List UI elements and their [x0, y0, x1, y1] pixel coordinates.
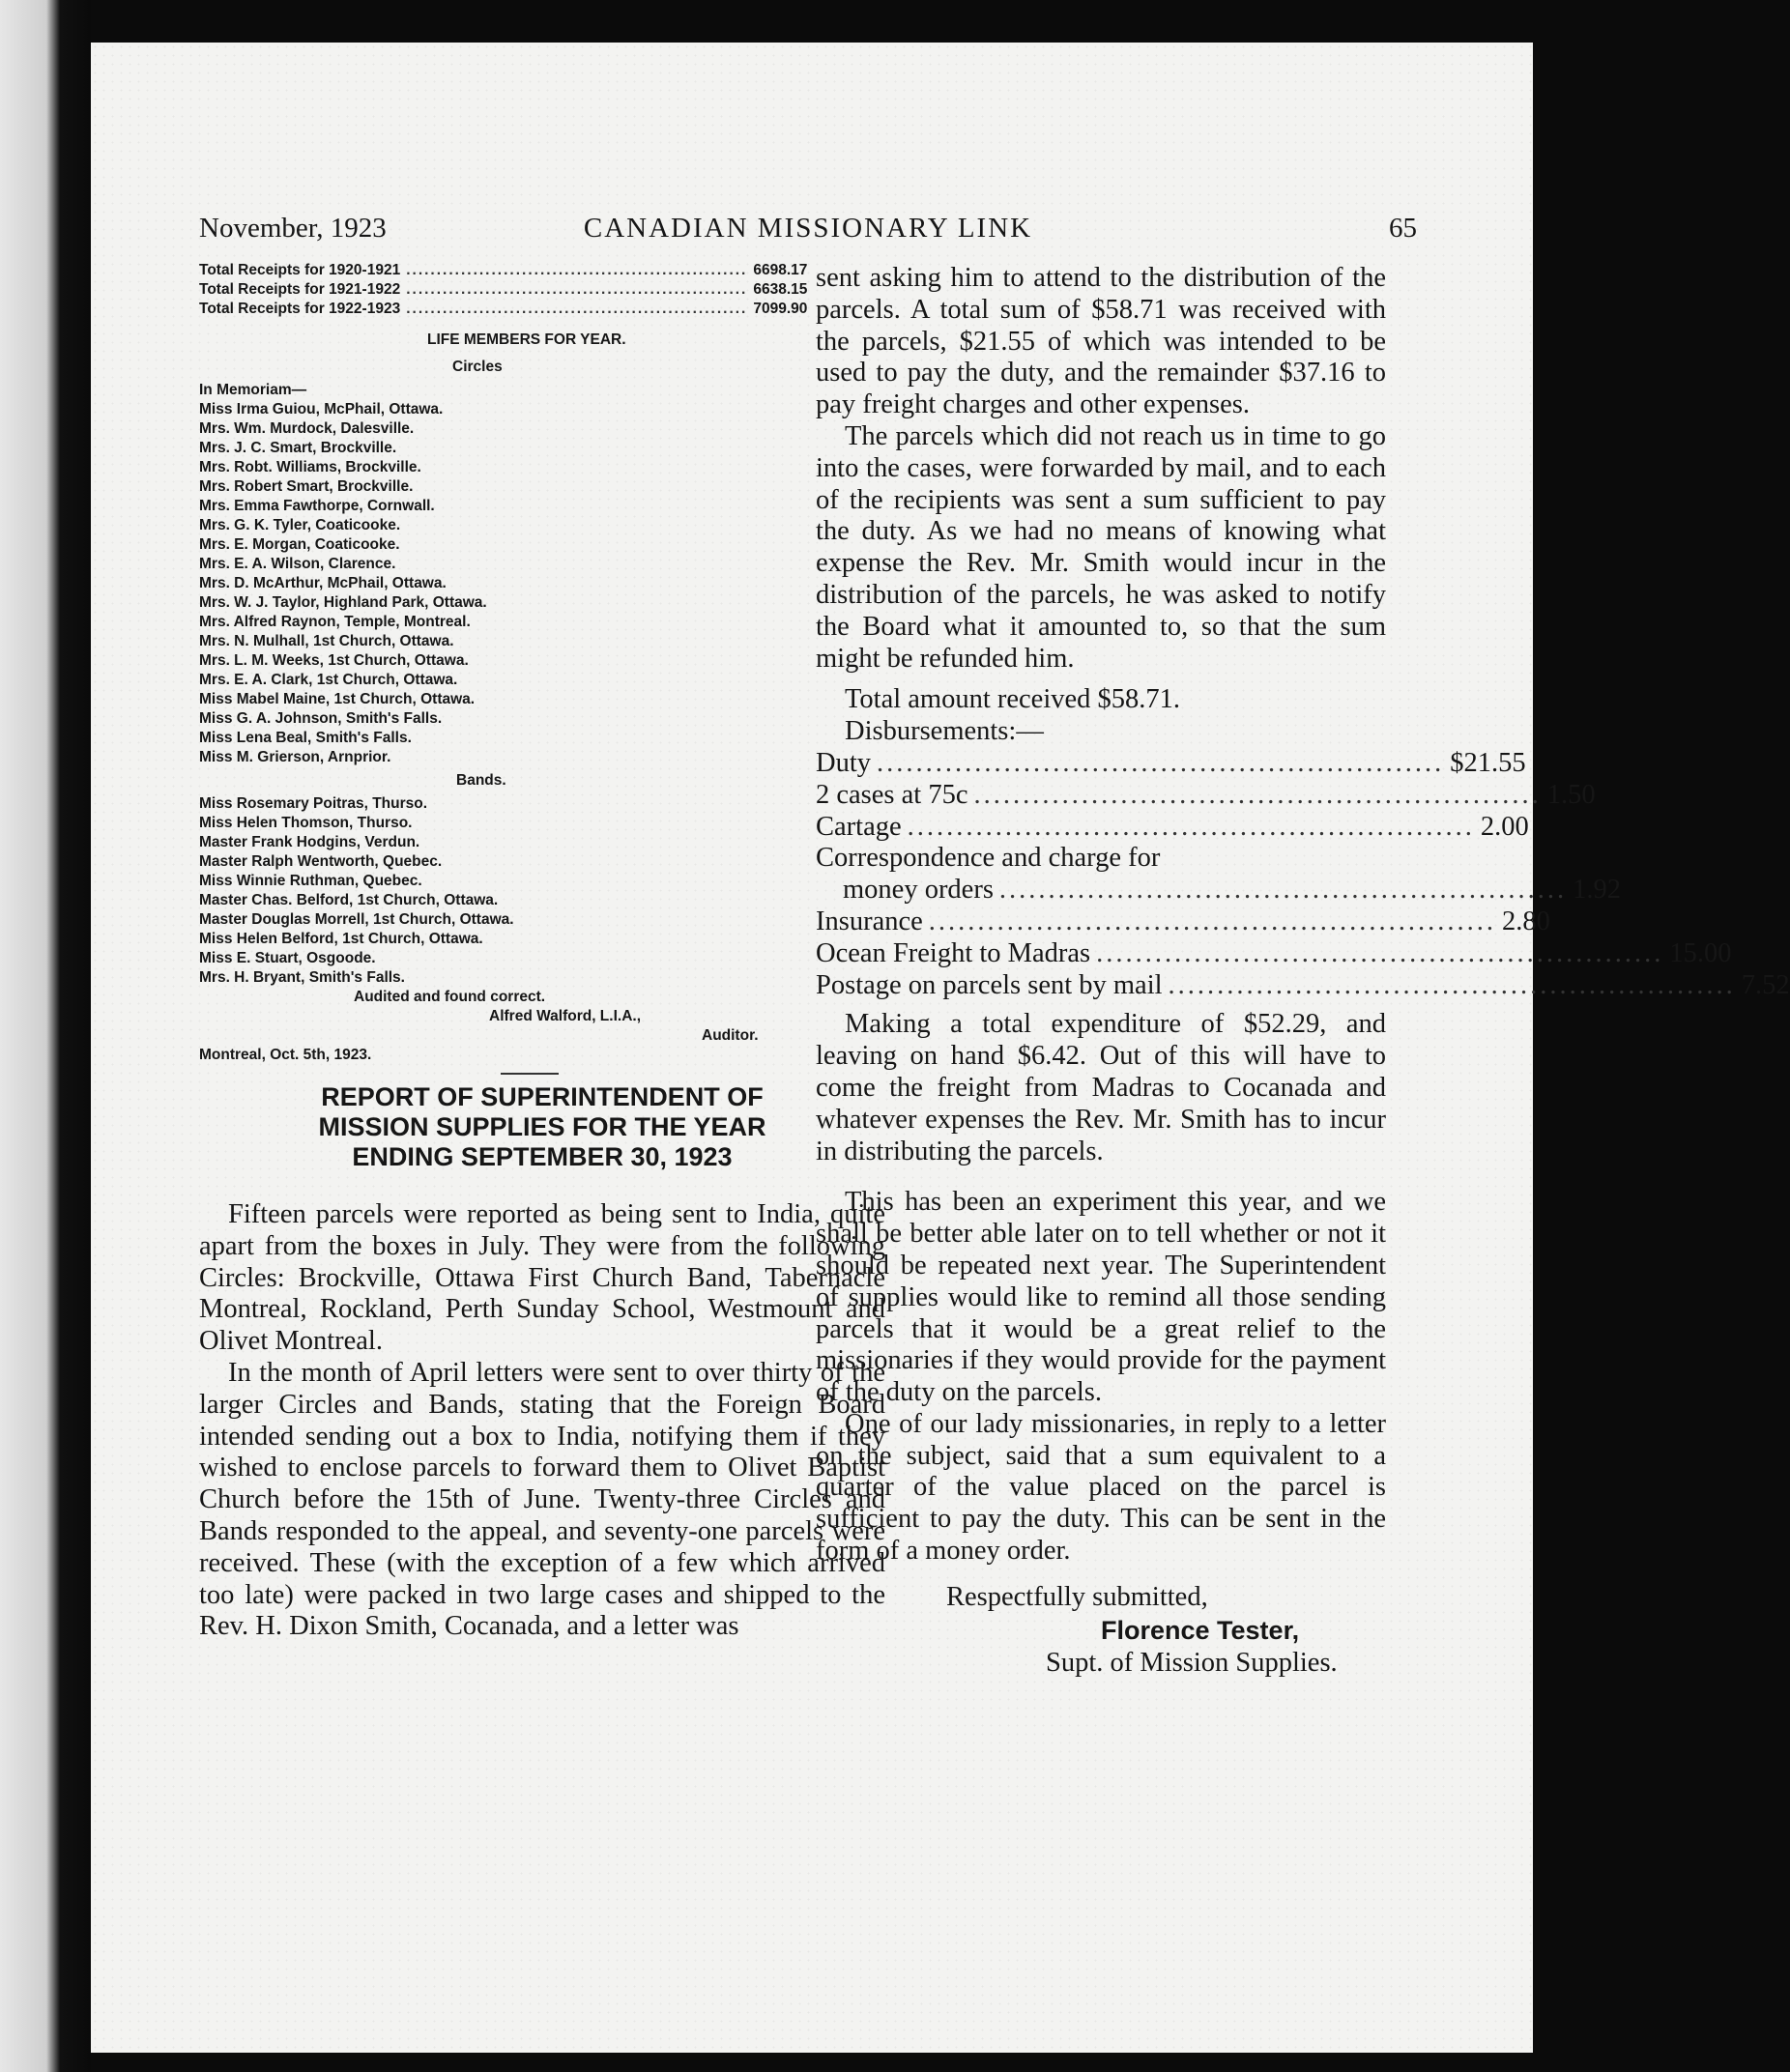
list-item: Miss M. Grierson, Arnprior.: [199, 749, 391, 765]
receipt-label: Total Receipts for 1920-1921: [199, 262, 401, 278]
table-row: Insurance .......................................................... 2.80: [816, 906, 1550, 936]
list-item: Mrs. E. Morgan, Coaticooke.: [199, 536, 400, 553]
issue-date: November, 1923: [199, 213, 387, 244]
disbursement-label: Postage on parcels sent by mail: [816, 969, 1163, 1000]
list-item: Miss Winnie Ruthman, Quebec.: [199, 873, 422, 889]
signature-block: [816, 1581, 1396, 1680]
table-row: Postage on parcels sent by mail .......................................................... 7.52: [816, 969, 1790, 1000]
list-item: Mrs. N. Mulhall, 1st Church, Ottawa.: [199, 633, 454, 649]
bands-list: [199, 794, 885, 988]
disbursement-label: Ocean Freight to Madras: [816, 937, 1091, 968]
total-received: Total amount received $58.71.: [845, 684, 1181, 715]
report-title: [199, 1082, 885, 1172]
paragraph: In the month of April letters were sent to over thirty of the larger Circles and Bands, stating that the Foreign Board intended sending out a box to India, notifying them if they wished to enclose parcels to forward them to Olivet Baptist Church before the 15th of June. Twenty-three Circles and Bands responded to the appeal, and seventy-one parcels were received. These (with the exception of a few which arrived too late) were packed in two large cases and shipped to the Rev. H. Dixon Smith, Cocanada, and a letter was: [199, 1357, 885, 1642]
table-row: Cartage .......................................................... 2.00: [816, 811, 1529, 842]
disbursement-amount: 7.52: [1741, 969, 1790, 1000]
report-title-line: ENDING SEPTEMBER 30, 1923: [352, 1142, 733, 1171]
running-header: [199, 213, 1417, 251]
disbursement-label: Cartage: [816, 811, 902, 842]
list-item: Miss G. A. Johnson, Smith's Falls.: [199, 710, 443, 727]
disbursement-amount: 1.92: [1573, 875, 1622, 906]
list-item: Master Douglas Morrell, 1st Church, Ottawa.: [199, 911, 514, 928]
list-item: Mrs. Robert Smart, Brockville.: [199, 478, 414, 495]
report-title-line: MISSION SUPPLIES FOR THE YEAR: [318, 1112, 766, 1141]
list-item: Mrs. D. McArthur, McPhail, Ottawa.: [199, 575, 447, 591]
disbursement-label: money orders: [843, 875, 994, 906]
disbursement-amount: 15.00: [1669, 937, 1732, 968]
report-body-right: [816, 263, 1386, 675]
list-item: Mrs. Robt. Williams, Brockville.: [199, 459, 421, 475]
table-row: 2 cases at 75c .......................................................... 1.50: [816, 779, 1596, 810]
list-item: Master Frank Hodgins, Verdun.: [199, 834, 420, 850]
circles-heading: Circles: [452, 359, 503, 375]
disbursement-label: Duty: [816, 747, 871, 778]
list-item: Mrs. W. J. Taylor, Highland Park, Ottawa.: [199, 594, 487, 611]
closing: Respectfully submitted,: [946, 1581, 1208, 1612]
list-item: Mrs. E. A. Clark, 1st Church, Ottawa.: [199, 672, 458, 688]
list-item: Mrs. Wm. Murdock, Dalesville.: [199, 420, 415, 437]
list-item: Miss Mabel Maine, 1st Church, Ottawa.: [199, 691, 476, 707]
report-body-right-continued: [816, 1009, 1386, 1568]
list-item: Mrs. H. Bryant, Smith's Falls.: [199, 969, 405, 986]
disbursement-label: 2 cases at 75c: [816, 779, 968, 810]
paragraph: Making a total expenditure of $52.29, and leaving on hand $6.42. Out of this will have to come the freight from Madras to Cocanada and whatever expenses the Rev. Mr. Smith has to incur in distributing the parcels.: [816, 1009, 1386, 1166]
disbursement-amount: 1.50: [1546, 779, 1596, 810]
life-members-heading: LIFE MEMBERS FOR YEAR.: [427, 331, 626, 348]
list-item: Miss Irma Guiou, McPhail, Ottawa.: [199, 401, 444, 417]
report-body-left: [199, 1199, 885, 1643]
list-item: Miss E. Stuart, Osgoode.: [199, 950, 376, 966]
list-item: Mrs. L. M. Weeks, 1st Church, Ottawa.: [199, 652, 469, 669]
list-item: Mrs. Alfred Raynon, Temple, Montreal.: [199, 614, 471, 630]
receipt-amount: 6638.15: [753, 281, 808, 298]
section-divider: [501, 1073, 559, 1075]
auditor-title: Auditor.: [702, 1027, 759, 1044]
receipt-row: Total Receipts for 1920-1921 ........................................................ 6698.17: [199, 262, 808, 278]
receipt-label: Total Receipts for 1921-1922: [199, 281, 401, 298]
paragraph: This has been an experiment this year, and we shall be better able later on to tell whether or not it should be repeated next year. The Superintendent of supplies would like to remind all those sending parcels that it would be a great relief to the missionaries if they would provide for the payment of the duty on the parcels.: [816, 1187, 1386, 1408]
list-item: Mrs. G. K. Tyler, Coaticooke.: [199, 517, 401, 533]
disbursement-label: Correspondence and charge for: [816, 843, 1161, 874]
list-item: Miss Helen Thomson, Thurso.: [199, 815, 413, 831]
right-column: [816, 263, 1790, 1680]
signature-name: Florence Tester,: [1101, 1615, 1300, 1645]
left-column: [199, 261, 885, 1643]
audit-statement: Audited and found correct.: [354, 989, 546, 1005]
list-item: Mrs. J. C. Smart, Brockville.: [199, 440, 397, 456]
disbursement-amount: 2.80: [1502, 906, 1550, 936]
list-item: Master Chas. Belford, 1st Church, Ottawa.: [199, 892, 499, 908]
receipt-label: Total Receipts for 1922-1923: [199, 301, 401, 317]
receipt-amount: 6698.17: [753, 262, 808, 278]
receipt-amount: 7099.90: [753, 301, 808, 317]
bands-heading: Bands.: [456, 772, 506, 789]
table-row: money orders .......................................................... 1.92: [843, 875, 1622, 906]
disbursements-table: [816, 684, 1790, 1001]
list-item: Mrs. Emma Fawthorpe, Cornwall.: [199, 498, 435, 514]
list-item: Miss Rosemary Poitras, Thurso.: [199, 795, 428, 812]
in-memoriam-label: In Memoriam—: [199, 382, 307, 398]
list-item: Mrs. E. A. Wilson, Clarence.: [199, 556, 396, 572]
disbursement-label: Insurance: [816, 906, 923, 936]
paragraph: The parcels which did not reach us in time to go into the cases, were forwarded by mail, and to each of the recipients was sent a sum sufficient to pay the duty. As we had no means of knowing what expense the Rev. Mr. Smith would incur in the distribution of the parcels, he was asked to notify the Board what it amounted to, so that the sum might be refunded him.: [816, 420, 1386, 674]
signature-title: Supt. of Mission Supplies.: [1046, 1647, 1338, 1678]
list-item: Master Ralph Wentworth, Quebec.: [199, 853, 443, 870]
page-number: 65: [1389, 213, 1417, 244]
disbursements-heading: Disbursements:—: [845, 716, 1044, 747]
list-item: Miss Helen Belford, 1st Church, Ottawa.: [199, 931, 483, 947]
list-item: Miss Lena Beal, Smith's Falls.: [199, 730, 412, 746]
disbursement-amount: $21.55: [1450, 747, 1526, 778]
table-row: [816, 843, 1386, 875]
report-title-line: REPORT OF SUPERINTENDENT OF: [321, 1082, 764, 1111]
disbursement-amount: 2.00: [1480, 811, 1529, 842]
binding-edge: [0, 0, 91, 2072]
audit-place-date: Montreal, Oct. 5th, 1923.: [199, 1047, 372, 1063]
receipt-row: Total Receipts for 1921-1922 ........................................................ 6638.15: [199, 281, 808, 298]
table-row: Duty .......................................................... $21.55: [816, 747, 1526, 778]
paragraph: Fifteen parcels were reported as being sent to India, quite apart from the boxes in July. They were from the following Circles: Brockville, Ottawa First Church Band, Tabernacle Montreal, Rockland, Perth Sunday School, Westmount and Olivet Montreal.: [199, 1199, 885, 1357]
paragraph: sent asking him to attend to the distribution of the parcels. A total sum of $58.71 was received with the parcels, $21.55 of which was intended to be used to pay the duty, and the remainder $37.16 to pay freight charges and other expenses.: [816, 263, 1386, 420]
magazine-page: [91, 43, 1790, 2053]
publication-title: CANADIAN MISSIONARY LINK: [583, 213, 1033, 244]
table-row: Ocean Freight to Madras .......................................................... 15.00: [816, 937, 1732, 968]
circles-list: [199, 400, 885, 767]
paragraph: One of our lady missionaries, in reply to a letter on the subject, said that a sum equivalent to a quarter of the value placed on the parcel is sufficient to pay the duty. This can be sent in the form of a money order.: [816, 1408, 1386, 1567]
financial-statement: [199, 261, 885, 1065]
receipt-row: Total Receipts for 1922-1923 ........................................................ 7099.90: [199, 301, 808, 317]
auditor-name: Alfred Walford, L.I.A.,: [489, 1008, 642, 1024]
